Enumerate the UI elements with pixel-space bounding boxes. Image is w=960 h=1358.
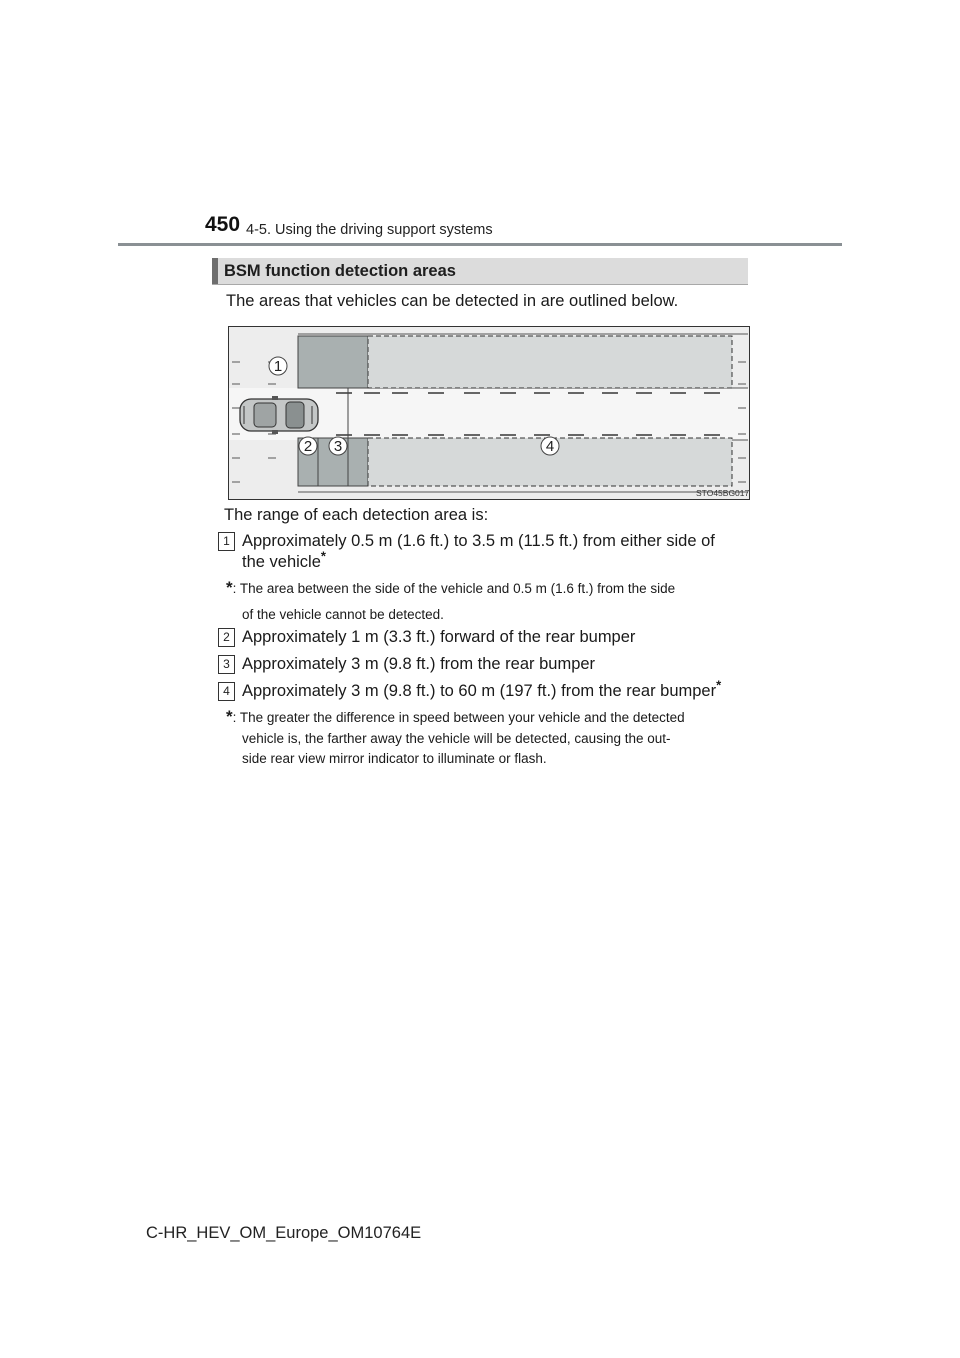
item-4-footnote-mark: * (716, 677, 722, 693)
item-4-text: Approximately 3 m (9.8 ft.) to 60 m (197 ft.) from the rear bumper (242, 682, 717, 700)
zone-4-upper (368, 336, 732, 388)
zone-1-near-upper (298, 336, 368, 388)
note-2-line-3: side rear view mirror indicator to illuminate or flash. (242, 751, 547, 766)
section-heading (212, 258, 748, 285)
item-4-number: 4 (218, 682, 235, 701)
item-1-line-2-text: the vehicle (242, 553, 321, 571)
note-2-line-1: : The greater the difference in speed between your vehicle and the detected (232, 710, 685, 725)
note-2-mark: * (226, 707, 233, 726)
callout-2: 2 (303, 438, 313, 455)
item-1-line-1: Approximately 0.5 m (1.6 ft.) to 3.5 m (11.5 ft.) from either side of (242, 532, 715, 550)
note-2-line-2: vehicle is, the farther away the vehicle will be detected, causing the out- (242, 731, 671, 746)
intro-text: The areas that vehicles can be detected in are outlined below. (226, 292, 679, 310)
item-3-number: 3 (218, 655, 235, 674)
document-footer: C-HR_HEV_OM_Europe_OM10764E (146, 1224, 422, 1242)
note-1 (226, 578, 746, 599)
page-number: 450 (205, 213, 241, 236)
range-intro: The range of each detection area is: (224, 506, 489, 524)
header-divider (118, 243, 842, 246)
detection-area-diagram (228, 326, 750, 500)
item-3-text: Approximately 3 m (9.8 ft.) from the rear bumper (242, 655, 596, 673)
callout-3: 3 (333, 438, 343, 455)
item-1-number: 1 (218, 532, 235, 551)
figure-code: STO45BG017 (696, 488, 750, 498)
note-1-mark: * (226, 578, 233, 597)
vehicle-icon (240, 396, 318, 434)
item-1-footnote-mark: * (320, 548, 326, 564)
section-title: 4-5. Using the driving support systems (246, 222, 493, 238)
heading-title: BSM function detection areas (224, 262, 456, 280)
callout-4: 4 (545, 438, 555, 455)
note-1-line-1: : The area between the side of the vehicle and 0.5 m (1.6 ft.) from the side (232, 581, 676, 596)
item-4-line (242, 677, 722, 701)
item-2-text: Approximately 1 m (3.3 ft.) forward of the rear bumper (242, 628, 636, 646)
note-1-line-2: of the vehicle cannot be detected. (242, 607, 444, 622)
item-1-line-2 (242, 548, 326, 572)
item-2-number: 2 (218, 628, 235, 647)
note-2 (226, 707, 746, 728)
callout-1: 1 (273, 358, 283, 375)
heading-accent (212, 258, 218, 284)
